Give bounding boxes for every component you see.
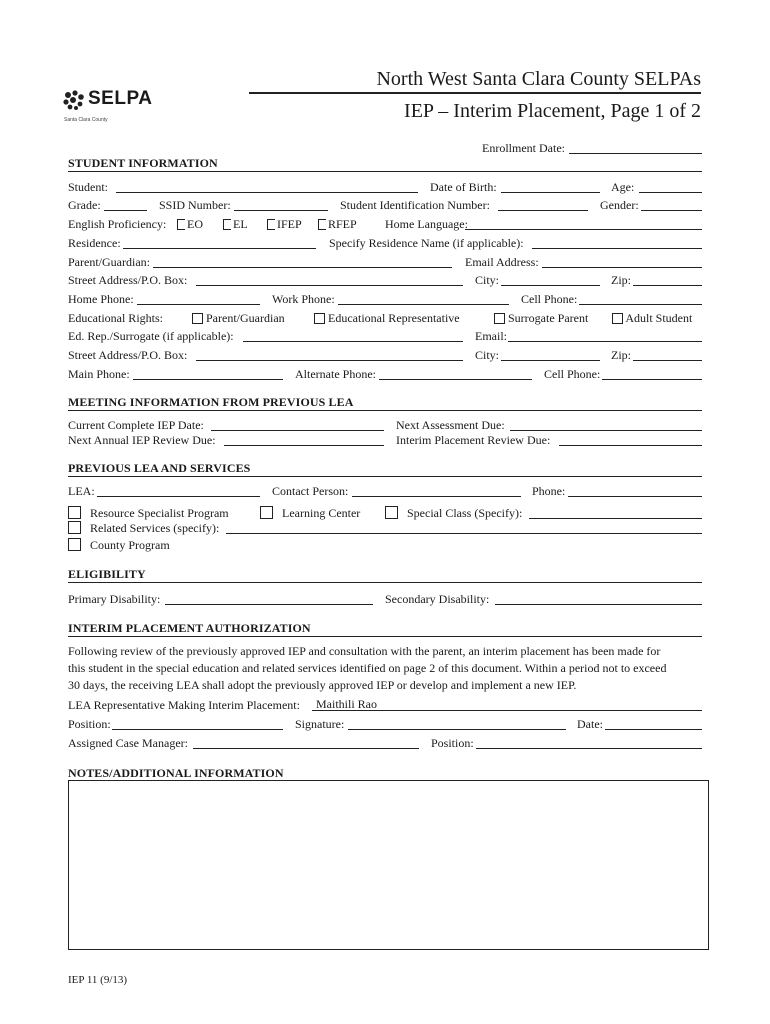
case-manager-label: Assigned Case Manager: (68, 736, 188, 750)
services-row-1 (68, 506, 702, 520)
email-label: Email Address: (465, 255, 539, 269)
meeting-row-2 (68, 433, 702, 447)
cell-phone-label: Cell Phone: (521, 292, 578, 306)
meeting-info-rule (68, 410, 702, 411)
grade-label: Grade: (68, 198, 101, 212)
main-phone-row (68, 367, 702, 381)
ssid-label: SSID Number: (159, 198, 231, 212)
home-language-field[interactable] (465, 229, 702, 230)
enrollment-date-label: Enrollment Date: (482, 141, 565, 155)
interim-review-field[interactable] (559, 445, 702, 446)
related-services-option[interactable]: Related Services (specify): (68, 521, 219, 535)
student-id-field[interactable] (498, 210, 588, 211)
email-field[interactable] (542, 267, 702, 268)
enrollment-date-field[interactable] (569, 153, 702, 154)
ep-ifep-checkbox[interactable] (267, 219, 275, 230)
street2-row (68, 348, 702, 362)
lea-rep-row (68, 698, 702, 712)
student-info-heading: STUDENT INFORMATION (68, 156, 218, 170)
selpa-logo-icon (62, 90, 86, 112)
related-services-checkbox[interactable] (68, 521, 81, 534)
main-phone-field[interactable] (133, 379, 283, 380)
signature-field[interactable] (348, 729, 566, 730)
previous-lea-heading: PREVIOUS LEA AND SERVICES (68, 461, 251, 475)
date-label: Date: (577, 717, 603, 731)
gender-label: Gender: (600, 198, 639, 212)
edu-rights-adult[interactable]: Adult Student (612, 311, 692, 325)
secondary-disability-field[interactable] (495, 604, 702, 605)
edrep-label: Ed. Rep./Surrogate (if applicable): (68, 329, 234, 343)
student-row (68, 180, 702, 194)
ep-option-el[interactable]: EL (223, 217, 248, 231)
special-class-field[interactable] (529, 518, 702, 519)
form-code: IEP 11 (9/13) (68, 974, 128, 986)
authorization-line-2: this student in the special education and related services identified on page 2 of this document. Within a period not to exceed (68, 661, 667, 675)
position-label: Position: (68, 717, 111, 731)
phone-label: Phone: (532, 484, 566, 498)
lea-field[interactable] (97, 496, 260, 497)
parent-label: Parent/Guardian: (68, 255, 150, 269)
ep-option-ifep[interactable]: IFEP (267, 217, 302, 231)
ssid-field[interactable] (234, 210, 328, 211)
student-field[interactable] (116, 192, 418, 193)
interim-review-label: Interim Placement Review Due: (396, 433, 551, 447)
case-manager-row (68, 736, 702, 750)
county-program-option[interactable]: County Program (68, 538, 170, 552)
eligibility-row (68, 592, 702, 606)
street2-label: Street Address/P.O. Box: (68, 348, 188, 362)
zip2-field[interactable] (633, 360, 702, 361)
residence-name-field[interactable] (532, 248, 702, 249)
home-phone-label: Home Phone: (68, 292, 134, 306)
logo-tagline: Santa Clara County (64, 117, 108, 123)
edrep-field[interactable] (243, 341, 463, 342)
selpa-logo (62, 88, 158, 128)
edu-rights-adult-checkbox[interactable] (612, 313, 623, 324)
position2-field[interactable] (476, 748, 702, 749)
form-title: IEP – Interim Placement, Page 1 of 2 (404, 100, 701, 122)
city-label: City: (475, 273, 500, 287)
meeting-info-heading: MEETING INFORMATION FROM PREVIOUS LEA (68, 395, 354, 409)
logo-text: SELPA (88, 88, 153, 109)
position-row (68, 717, 702, 731)
cell-phone2-field[interactable] (602, 379, 702, 380)
age-label: Age: (611, 180, 635, 194)
work-phone-field[interactable] (338, 304, 509, 305)
ep-option-eo[interactable]: EO (177, 217, 203, 231)
meeting-row-1 (68, 418, 702, 432)
english-proficiency-row (68, 217, 702, 231)
position-field[interactable] (112, 729, 283, 730)
city-field[interactable] (501, 285, 600, 286)
contact-label: Contact Person: (272, 484, 349, 498)
grade-field[interactable] (104, 210, 147, 211)
parent-row (68, 255, 702, 269)
authorization-line-1: Following review of the previously approved IEP and consultation with the parent, an interim placement has been made for (68, 644, 661, 658)
learning-center-option[interactable]: Learning Center (260, 506, 360, 520)
rsp-option[interactable]: Resource Specialist Program (68, 506, 229, 520)
primary-disability-label: Primary Disability: (68, 592, 161, 606)
next-assessment-field[interactable] (510, 430, 702, 431)
work-phone-label: Work Phone: (272, 292, 335, 306)
org-title: North West Santa Clara County SELPAs (376, 68, 701, 90)
learning-center-checkbox[interactable] (260, 506, 273, 519)
rsp-checkbox[interactable] (68, 506, 81, 519)
notes-heading: NOTES/ADDITIONAL INFORMATION (68, 766, 284, 780)
dob-field[interactable] (501, 192, 600, 193)
street-field[interactable] (196, 285, 463, 286)
cell-phone2-label: Cell Phone: (544, 367, 601, 381)
student-label: Student: (68, 180, 109, 194)
next-annual-field[interactable] (224, 445, 384, 446)
residence-field[interactable] (123, 248, 316, 249)
current-iep-field[interactable] (211, 430, 384, 431)
edu-rights-row (68, 311, 702, 325)
english-proficiency-label: English Proficiency: (68, 217, 167, 231)
edu-rights-edrep-checkbox[interactable] (314, 313, 325, 324)
edu-rights-label: Educational Rights: (68, 311, 163, 325)
contact-field[interactable] (352, 496, 521, 497)
zip-label: Zip: (611, 273, 631, 287)
authorization-line-3: 30 days, the receiving LEA shall adopt the previously approved IEP or develop and implement a new IEP. (68, 678, 577, 692)
next-assessment-label: Next Assessment Due: (396, 418, 505, 432)
authorization-paragraph (68, 643, 708, 694)
services-row-3 (68, 538, 702, 552)
phone-row (68, 292, 702, 306)
email2-label: Email: (475, 329, 507, 343)
edrep-row (68, 329, 702, 343)
city2-label: City: (475, 348, 500, 362)
zip-field[interactable] (633, 285, 702, 286)
services-row-2 (68, 521, 702, 535)
edu-rights-parent-checkbox[interactable] (192, 313, 203, 324)
home-language-label: Home Language: (385, 217, 468, 231)
street-label: Street Address/P.O. Box: (68, 273, 188, 287)
street2-field[interactable] (196, 360, 463, 361)
next-annual-label: Next Annual IEP Review Due: (68, 433, 216, 447)
cell-phone-field[interactable] (579, 304, 702, 305)
gender-field[interactable] (641, 210, 702, 211)
ep-rfep-checkbox[interactable] (318, 219, 326, 230)
parent-field[interactable] (153, 267, 452, 268)
ep-option-rfep[interactable]: RFEP (318, 217, 357, 231)
alt-phone-label: Alternate Phone: (295, 367, 376, 381)
current-iep-label: Current Complete IEP Date: (68, 418, 204, 432)
position2-label: Position: (431, 736, 474, 750)
home-phone-field[interactable] (137, 304, 260, 305)
edu-rights-surrogate[interactable]: Surrogate Parent (494, 311, 588, 325)
zip2-label: Zip: (611, 348, 631, 362)
case-manager-field[interactable] (193, 748, 419, 749)
age-field[interactable] (639, 192, 702, 193)
notes-textarea[interactable] (68, 780, 709, 950)
city2-field[interactable] (501, 360, 600, 361)
student-info-rule (68, 171, 702, 172)
edu-rights-surrogate-checkbox[interactable] (494, 313, 505, 324)
lea-rep-value: Maithili Rao (316, 697, 377, 711)
phone-field[interactable] (568, 496, 702, 497)
special-class-option[interactable]: Special Class (Specify): (385, 506, 522, 520)
header-rule (249, 92, 701, 94)
primary-disability-field[interactable] (165, 604, 373, 605)
special-class-checkbox[interactable] (385, 506, 398, 519)
authorization-rule (68, 636, 702, 637)
signature-label: Signature: (295, 717, 345, 731)
previous-lea-rule (68, 476, 702, 477)
residence-name-label: Specify Residence Name (if applicable): (329, 236, 524, 250)
lea-row (68, 484, 702, 498)
eligibility-rule (68, 582, 702, 583)
authorization-heading: INTERIM PLACEMENT AUTHORIZATION (68, 621, 311, 635)
main-phone-label: Main Phone: (68, 367, 130, 381)
grade-row (68, 198, 702, 212)
email2-field[interactable] (508, 341, 702, 342)
eligibility-heading: ELIGIBILITY (68, 567, 146, 581)
enrollment-date-row (68, 141, 702, 155)
student-id-label: Student Identification Number: (340, 198, 490, 212)
lea-label: LEA: (68, 484, 95, 498)
ep-eo-checkbox[interactable] (177, 219, 185, 230)
alt-phone-field[interactable] (379, 379, 532, 380)
residence-label: Residence: (68, 236, 121, 250)
secondary-disability-label: Secondary Disability: (385, 592, 490, 606)
residence-row (68, 236, 702, 250)
edu-rights-edrep[interactable]: Educational Representative (314, 311, 460, 325)
dob-label: Date of Birth: (430, 180, 497, 194)
date-field[interactable] (605, 729, 702, 730)
ep-el-checkbox[interactable] (223, 219, 231, 230)
street-row (68, 273, 702, 287)
edu-rights-parent[interactable]: Parent/Guardian (192, 311, 285, 325)
county-program-checkbox[interactable] (68, 538, 81, 551)
related-services-field[interactable] (226, 533, 702, 534)
lea-rep-label: LEA Representative Making Interim Placement: (68, 698, 300, 712)
